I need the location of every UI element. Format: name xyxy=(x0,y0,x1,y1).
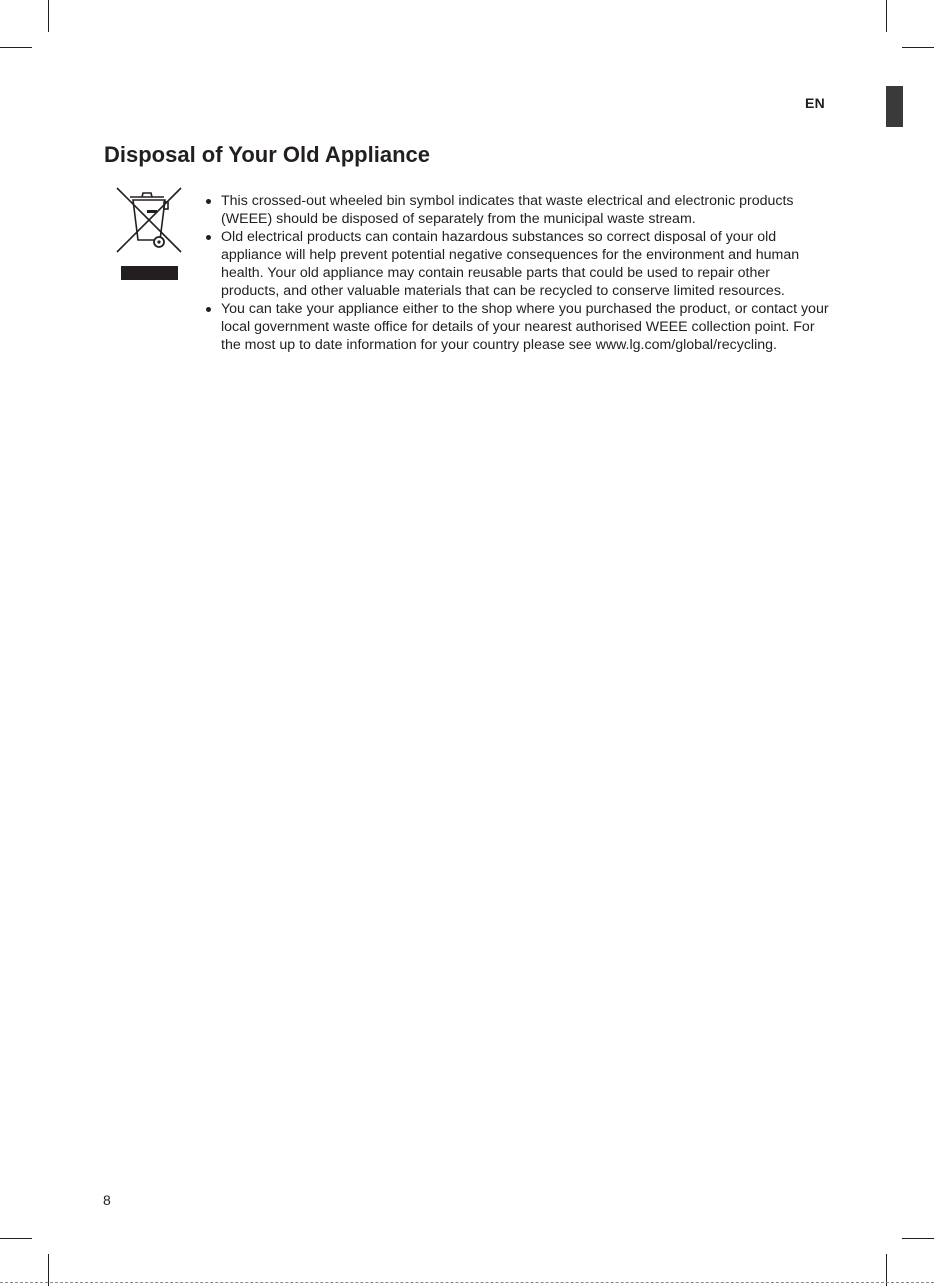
bullet-icon xyxy=(206,199,211,204)
bullet-text: You can take your appliance either to the shop where you purchased the product, or contact your local government waste office for details of your nearest authorised WEEE collection point. For the most up to date information for your country please see www.lg.com/global/recycling. xyxy=(221,301,829,353)
bullet-icon xyxy=(206,307,211,312)
crossed-out-wheeled-bin-icon xyxy=(113,184,185,282)
crop-mark-top-right-horizontal xyxy=(902,47,934,48)
crop-mark-bottom-left-horizontal xyxy=(0,1238,32,1239)
list-item xyxy=(204,300,832,354)
section-title: Disposal of Your Old Appliance xyxy=(104,142,430,167)
list-item xyxy=(204,192,832,228)
crop-mark-top-right-vertical xyxy=(886,0,887,32)
bullet-text: Old electrical products can contain hazardous substances so correct disposal of your old appliance will help prevent potential negative consequences for the environment and human health. Your old appliance may contain reusable parts that could be used to repair other products, and other valuable materials that can be recycled to conserve limited resources. xyxy=(221,229,800,299)
language-tab-marker xyxy=(886,86,903,127)
crop-mark-top-left-vertical xyxy=(48,0,49,32)
language-label: EN xyxy=(805,95,826,111)
trim-line xyxy=(0,1282,934,1283)
bullet-icon xyxy=(206,235,211,240)
crop-mark-top-left-horizontal xyxy=(0,47,32,48)
crop-mark-bottom-right-horizontal xyxy=(902,1238,934,1239)
page-number: 8 xyxy=(103,1192,111,1208)
list-item xyxy=(204,228,832,300)
bullet-text: This crossed-out wheeled bin symbol indicates that waste electrical and electronic products (WEEE) should be disposed of separately from the municipal waste stream. xyxy=(221,193,794,227)
disposal-bullet-list xyxy=(204,192,832,354)
